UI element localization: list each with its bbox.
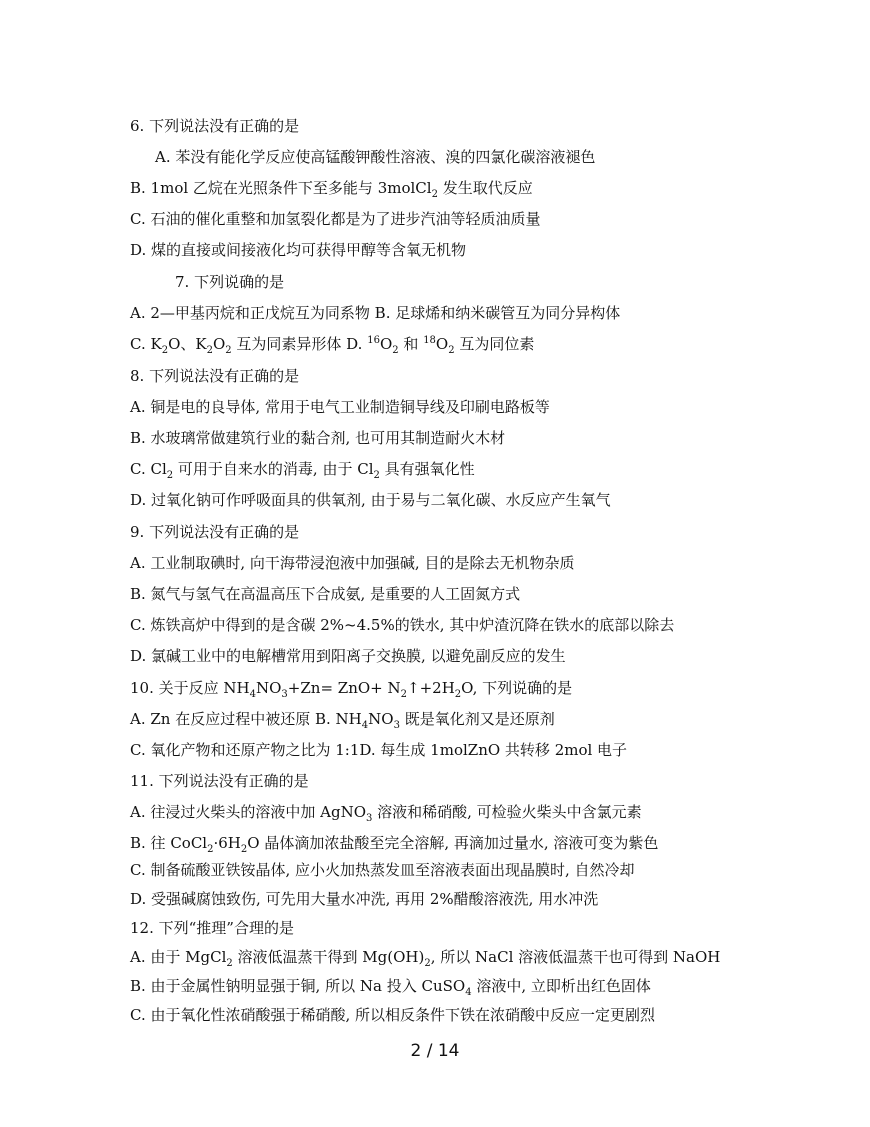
text-segment: NO (368, 710, 394, 728)
superscript: 18 (423, 335, 436, 346)
line-text: A. 2—甲基丙烷和正戊烷互为同系物 B. 足球烯和纳米碳管互为同分异构体 (130, 304, 621, 322)
text-segment: 和 (398, 335, 424, 353)
subscript: 2 (400, 689, 408, 700)
subscript: 4 (249, 689, 256, 700)
text-segment: ↑+2H (407, 679, 455, 697)
line-text: D. 氯碱工业中的电解槽常用到阳离子交换膜, 以避免副反应的发生 (130, 647, 566, 665)
line-text: D. 受强碱腐蚀致伤, 可先用大量水冲洗, 再用 2%醋酸溶液洗, 用水冲洗 (130, 890, 599, 908)
line-text: 7. 下列说确的是 (175, 273, 285, 291)
line-text: 9. 下列说法没有正确的是 (130, 523, 300, 541)
text-line (130, 860, 635, 880)
line-text: C. 氧化产物和还原产物之比为 1:1D. 每生成 1molZnO 共转移 2mol 电子 (130, 741, 628, 759)
line-text: C. 制备硫酸亚铁铵晶体, 应小火加热蒸发皿至溶液表面出现晶膜时, 自然冷却 (130, 861, 635, 879)
subscript: 2 (207, 844, 214, 855)
subscript: 2 (166, 470, 174, 481)
subscript: 3 (393, 720, 400, 731)
subscript: 2 (373, 470, 380, 481)
text-line (130, 646, 566, 666)
text-segment: C. Cl (130, 460, 167, 478)
line-text: C. 炼铁高炉中得到的是含碳 2%~4.5%的铁水, 其中炉渣沉降在铁水的底部以除去 (130, 616, 675, 634)
text-line (130, 771, 309, 791)
text-segment: 既是氧化剂又是还原剂 (399, 710, 555, 728)
text-segment: O, 下列说确的是 (461, 679, 573, 697)
text-segment: 溶液低温蒸干得到 Mg(OH) (232, 948, 425, 966)
superscript: 16 (367, 335, 380, 346)
text-segment: O、K (168, 335, 207, 353)
text-segment: 可用于自来水的消毒, 由于 Cl (173, 460, 374, 478)
text-line (130, 553, 574, 573)
text-segment: O (379, 335, 393, 353)
text-segment: 溶液中, 立即析出红色固体 (471, 977, 651, 995)
text-segment: 10. 关于反应 NH (130, 679, 250, 697)
subscript: 2 (225, 345, 232, 356)
text-segment: A. Zn 在反应过程中被还原 B. NH (130, 710, 362, 728)
current-page: 2 (410, 1041, 422, 1061)
text-line (130, 366, 299, 386)
text-line (130, 740, 627, 760)
text-segment: ·6H (213, 834, 241, 852)
subscript: 2 (161, 345, 169, 356)
text-line (130, 947, 720, 967)
text-segment: 溶液和稀硝酸, 可检验火柴头中含氯元素 (372, 803, 642, 821)
page-separator: / (426, 1041, 433, 1061)
text-segment: , 所以 NaCl 溶液低温蒸干也可得到 NaOH (430, 948, 721, 966)
text-line (130, 1005, 655, 1025)
line-text: 8. 下列说法没有正确的是 (130, 367, 300, 385)
line-text: A. 铜是电的良导体, 常用于电气工业制造铜导线及印刷电路板等 (130, 398, 550, 416)
subscript: 4 (465, 987, 472, 998)
subscript: 2 (226, 958, 233, 969)
line-text: B. 氮气与氢气在高温高压下合成氨, 是重要的人工固氮方式 (130, 585, 521, 603)
subscript: 2 (431, 189, 438, 200)
text-line (130, 709, 555, 729)
subscript: 2 (240, 844, 248, 855)
text-line (130, 584, 520, 604)
subscript: 2 (206, 345, 213, 356)
text-segment: C. K (130, 335, 162, 353)
line-text: D. 煤的直接或间接液化均可获得甲醇等含氧无机物 (130, 241, 467, 259)
line-text: B. 水玻璃常做建筑行业的黏合剂, 也可用其制造耐火木材 (130, 429, 506, 447)
text-line (130, 116, 299, 136)
line-text: 6. 下列说法没有正确的是 (130, 117, 300, 135)
text-line (130, 976, 651, 996)
line-text: A. 苯没有能化学反应使高锰酸钾酸性溶液、溴的四氯化碳溶液褪色 (155, 148, 596, 166)
text-line (130, 459, 475, 479)
text-line (130, 889, 598, 909)
text-line (130, 802, 642, 822)
text-segment: B. 由于金属性钠明显强于铜, 所以 Na 投入 CuSO (130, 977, 466, 995)
text-line (130, 303, 620, 323)
text-line (130, 334, 534, 354)
text-line (130, 178, 533, 198)
line-text: C. 由于氧化性浓硝酸强于稀硝酸, 所以相反条件下铁在浓硝酸中反应一定更剧烈 (130, 1006, 656, 1024)
text-line (130, 209, 540, 229)
text-segment: NO (255, 679, 282, 697)
text-segment: 具有强氧化性 (379, 460, 475, 478)
text-segment: B. 往 CoCl (130, 834, 208, 852)
subscript: 4 (361, 720, 369, 731)
text-segment: A. 往浸过火柴头的溶液中加 AgNO (130, 803, 366, 821)
text-line (130, 240, 466, 260)
text-segment: +Zn= ZnO+ N (287, 679, 401, 697)
text-line (130, 615, 674, 635)
line-text: A. 工业制取碘时, 向干海带浸泡液中加强碱, 目的是除去无机物杂质 (130, 554, 575, 572)
text-line (130, 490, 611, 510)
text-segment: O (212, 335, 226, 353)
subscript: 3 (366, 813, 373, 824)
text-line (130, 428, 505, 448)
subscript: 2 (454, 689, 462, 700)
line-text: 11. 下列说法没有正确的是 (130, 772, 309, 790)
text-line (130, 833, 658, 853)
page-indicator (0, 1040, 870, 1062)
text-segment: 互为同位素 (454, 335, 535, 353)
text-line (130, 522, 299, 542)
text-line (130, 397, 550, 417)
text-segment: O (435, 335, 449, 353)
line-text: C. 石油的催化重整和加氢裂化都是为了进步汽油等轻质油质量 (130, 210, 541, 228)
text-line (175, 272, 284, 292)
total-pages: 14 (437, 1041, 460, 1061)
text-line (130, 918, 294, 938)
subscript: 2 (448, 345, 455, 356)
text-line (155, 147, 595, 167)
subscript: 2 (424, 958, 431, 969)
text-segment: A. 由于 MgCl (130, 948, 227, 966)
line-text: D. 过氧化钠可作呼吸面具的供氧剂, 由于易与二氧化碳、水反应产生氧气 (130, 491, 611, 509)
text-line (130, 678, 572, 698)
text-segment: 互为同素异形体 D. (231, 335, 368, 353)
line-text: 12. 下列“推理”合理的是 (130, 919, 294, 937)
text-segment: 发生取代反应 (437, 179, 533, 197)
subscript: 3 (281, 689, 288, 700)
text-segment: O 晶体滴加浓盐酸至完全溶解, 再滴加过量水, 溶液可变为紫色 (247, 834, 659, 852)
text-segment: B. 1mol 乙烷在光照条件下至多能与 3molCl (130, 179, 432, 197)
subscript: 2 (392, 345, 399, 356)
